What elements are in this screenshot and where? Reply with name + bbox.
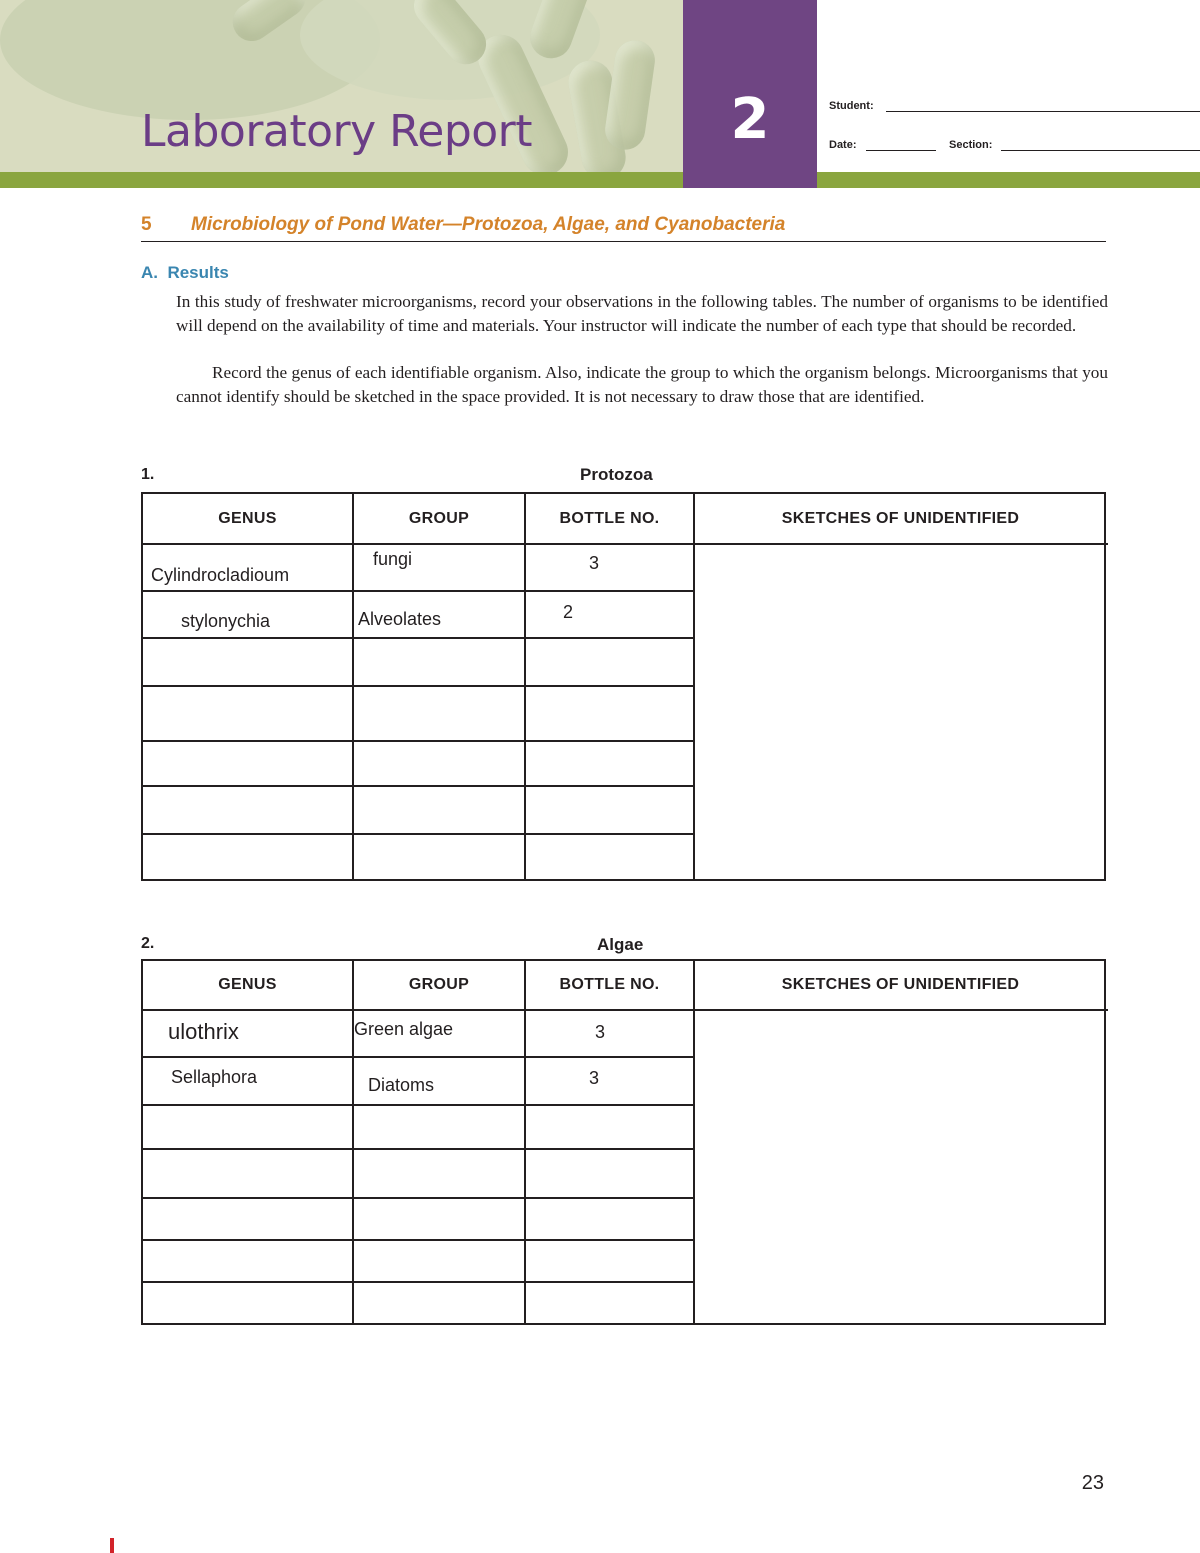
column-header-group: GROUP [408,510,470,527]
row-divider [143,637,693,639]
results-paragraph-1: In this study of freshwater microorganisms, record your observations in the following tables. The number of organisms to be identified will depend on the availability of time and materials. Your instructor will indicate the number of each type that should be recorded. [176,292,1108,335]
row-divider [143,685,693,687]
column-divider [352,961,354,1323]
student-field[interactable] [886,111,1200,112]
row-divider [143,785,693,787]
row-divider [143,590,693,592]
column-header-bottle: BOTTLE NO. [559,510,660,527]
page-title: Laboratory Report [141,106,533,157]
column-header-sketches: SKETCHES OF UNIDENTIFIED [781,976,1020,993]
sketch-area[interactable] [695,545,1106,879]
row-divider [143,833,693,835]
date-field[interactable] [866,150,936,151]
row-divider [143,1239,693,1241]
column-header-group: GROUP [408,976,470,993]
group-entry[interactable]: Diatoms [368,1075,435,1095]
date-label: Date: [829,139,857,151]
genus-entry[interactable]: Cylindrocladioum [151,565,290,585]
exercise-number: 5 [141,214,152,235]
section-label: Section: [949,139,993,151]
table-2-title: Algae [597,935,644,954]
row-divider [143,740,693,742]
header-green-bar [0,172,1200,188]
column-header-sketches: SKETCHES OF UNIDENTIFIED [781,510,1020,527]
section-field[interactable] [1001,150,1200,151]
bottle-entry[interactable]: 2 [563,602,574,622]
row-divider [143,1281,693,1283]
column-header-genus: GENUS [218,510,277,527]
column-divider [524,961,526,1323]
group-entry[interactable]: Green algae [354,1019,454,1039]
table-2-number: 2. [141,935,155,952]
group-entry[interactable]: fungi [373,549,413,569]
genus-entry[interactable]: ulothrix [168,1019,239,1044]
row-divider [143,1056,693,1058]
genus-entry[interactable]: stylonychia [181,611,271,631]
results-heading: A. Results [141,263,229,282]
page-number: 23 [1081,1472,1104,1494]
protozoa-table [141,492,1106,881]
student-label: Student: [829,100,874,112]
algae-table [141,959,1106,1325]
table-1-number: 1. [141,466,155,483]
chapter-number: 2 [730,87,770,152]
bottle-entry[interactable]: 3 [589,1068,600,1088]
section-divider [141,241,1106,242]
results-paragraph-2: Record the genus of each identifiable organism. Also, indicate the group to which the organism belongs. Microorganisms that you cannot identify should be sketched in the space provided. It is not necessary to draw those that are identified. [176,363,1108,406]
group-entry[interactable]: Alveolates [358,609,442,629]
row-divider [143,1197,693,1199]
sketch-area[interactable] [695,1011,1106,1323]
column-header-bottle: BOTTLE NO. [559,976,660,993]
table-1-title: Protozoa [580,465,653,484]
red-margin-mark [110,1538,114,1553]
bottle-entry[interactable]: 3 [595,1022,606,1042]
genus-entry[interactable]: Sellaphora [171,1067,258,1087]
row-divider [143,1104,693,1106]
bottle-entry[interactable]: 3 [589,553,600,573]
column-header-genus: GENUS [218,976,277,993]
row-divider [143,1148,693,1150]
exercise-title: Microbiology of Pond Water—Protozoa, Algae, and Cyanobacteria [191,214,786,235]
